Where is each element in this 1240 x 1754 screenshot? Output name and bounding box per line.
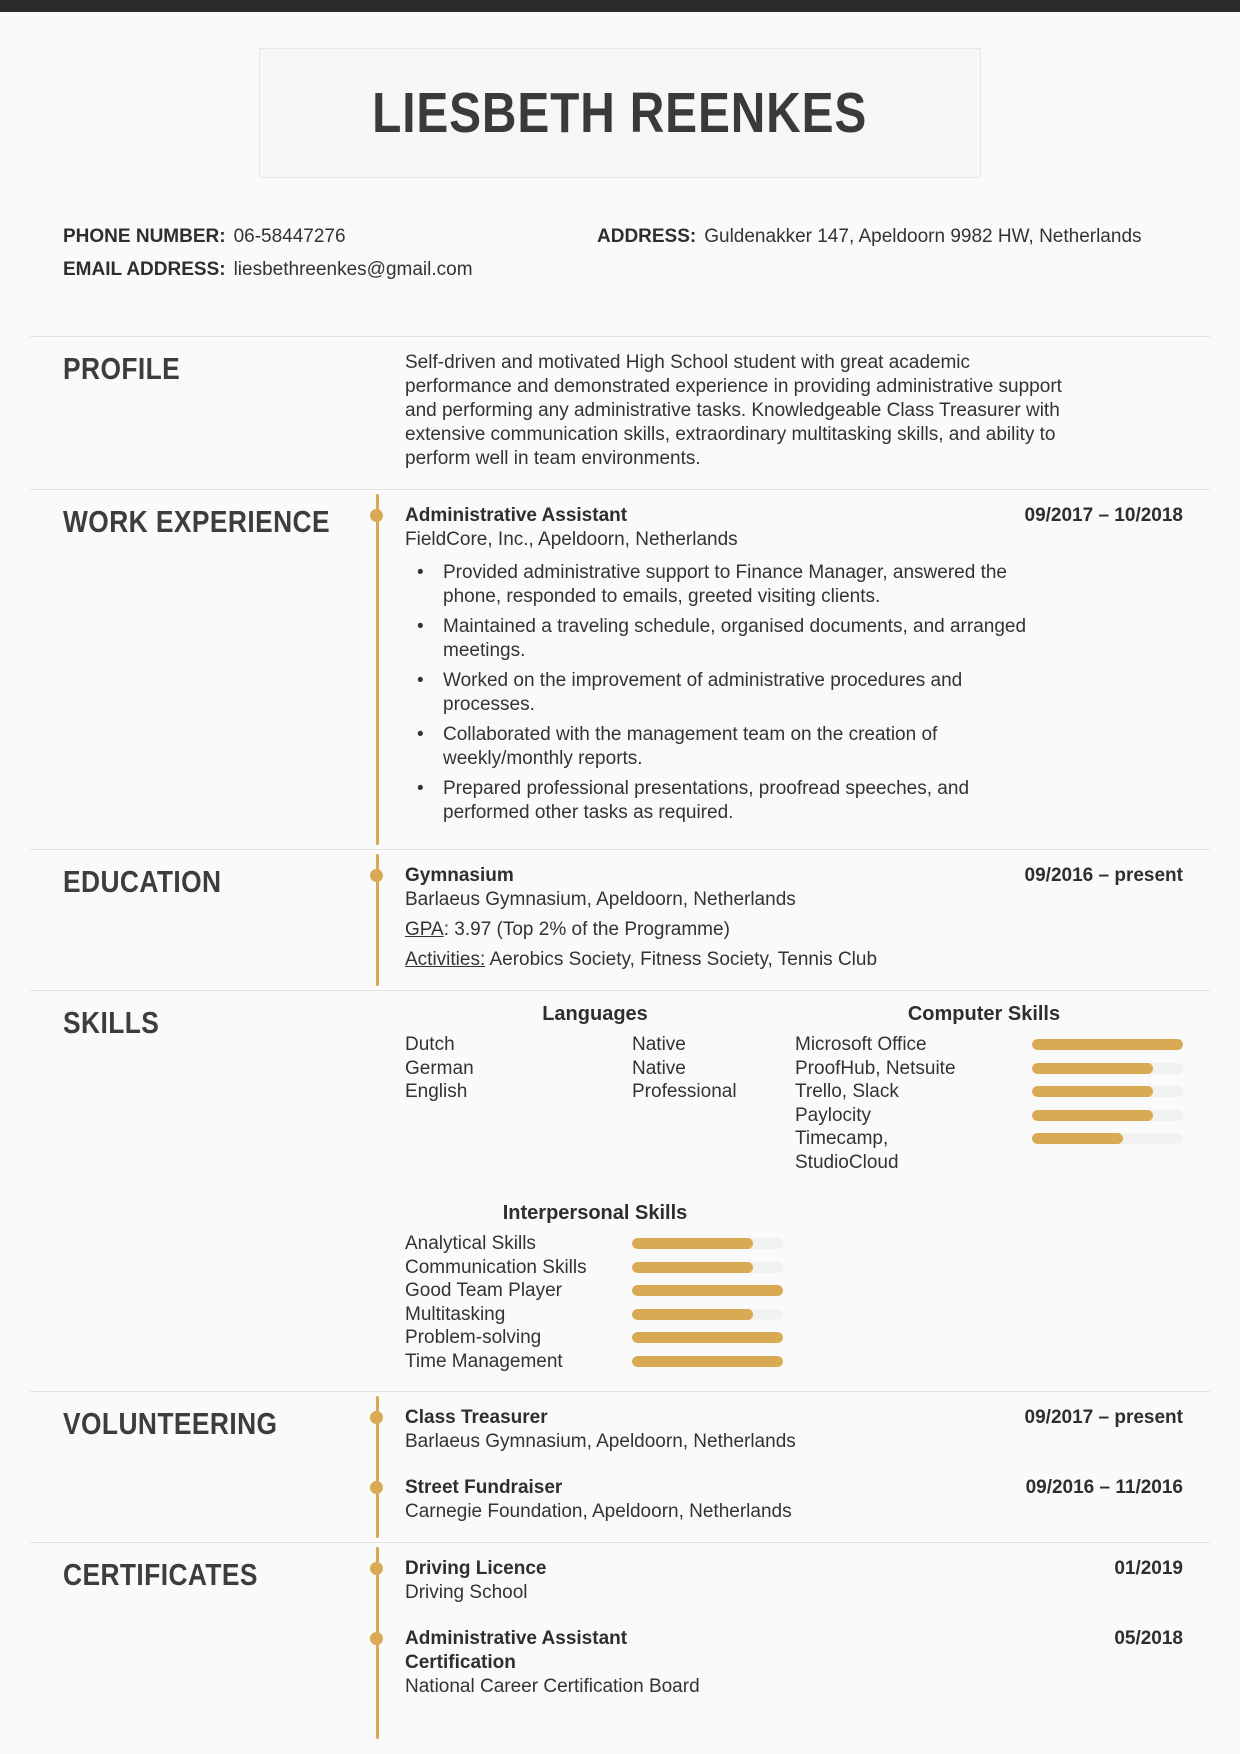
skill-row [785, 1127, 1183, 1174]
skill-bar-fill [1032, 1086, 1153, 1097]
skill-bar-fill [1032, 1039, 1183, 1050]
skill-label: Problem-solving [405, 1327, 542, 1348]
address-value: Guldenakker 147, Apeldoorn 9982 HW, Netherlands [704, 226, 1142, 247]
skill-bar-track [632, 1285, 783, 1296]
contact-left-column [30, 226, 597, 292]
skill-bar-track [632, 1309, 783, 1320]
skill-bar-fill [632, 1238, 753, 1249]
computer-skills-heading: Computer Skills [907, 1003, 1061, 1025]
language-row [405, 1057, 785, 1081]
skill-bar-fill [1032, 1133, 1123, 1144]
certificate-dates: 01/2019 [1114, 1558, 1183, 1579]
skill-bar-track [1032, 1110, 1183, 1121]
language-row [405, 1033, 785, 1057]
volunteer-organization: Carnegie Foundation, Apeldoorn, Netherlands [405, 1501, 792, 1522]
interpersonal-skills-heading: Interpersonal Skills [502, 1202, 688, 1224]
work-experience-heading: WORK EXPERIENCE [63, 504, 330, 539]
language-level: Professional [632, 1081, 737, 1102]
education-entry [405, 864, 1183, 972]
skill-row [405, 1256, 785, 1280]
skill-bar-track [1032, 1133, 1183, 1144]
job-title: Administrative Assistant [405, 505, 628, 526]
candidate-name: LIESBETH REENKES [372, 81, 868, 145]
education-heading: EDUCATION [63, 864, 222, 899]
volunteer-dates: 09/2016 – 11/2016 [1025, 1477, 1183, 1498]
skill-row [405, 1232, 785, 1256]
skills-heading: SKILLS [63, 1005, 160, 1040]
job-dates: 09/2017 – 10/2018 [1024, 505, 1183, 526]
activities-label: Activities: [405, 949, 486, 970]
volunteering-entry [405, 1476, 1183, 1524]
skills-section [30, 990, 1210, 1391]
skill-row [405, 1326, 785, 1350]
skill-label: Multitasking [405, 1303, 506, 1325]
school-dates: 09/2016 – present [1024, 865, 1183, 886]
timeline-dot [370, 1411, 383, 1424]
work-experience-section [30, 489, 1210, 849]
gpa-line [405, 918, 1183, 942]
certificate-entry [405, 1627, 1183, 1699]
language-name: German [405, 1057, 474, 1079]
interpersonal-skills-block [405, 1200, 785, 1373]
contact-right-column [597, 226, 1157, 292]
activities-value: Aerobics Society, Fitness Society, Tennis Club [485, 949, 878, 970]
language-name: English [405, 1081, 468, 1102]
skill-bar-track [1032, 1039, 1183, 1050]
volunteering-entry [405, 1406, 1183, 1454]
timeline-dot [370, 1632, 383, 1645]
skill-row [785, 1080, 1183, 1104]
skill-row [405, 1279, 785, 1303]
email-value: liesbethreenkes@gmail.com [233, 259, 473, 280]
computer-skills-block [785, 1001, 1183, 1174]
job-bullet: • Prepared professional presentations, proofread speeches, and performed other tasks as required. [405, 777, 1055, 825]
volunteering-heading: VOLUNTEERING [63, 1406, 278, 1441]
certificate-organization: Driving School [405, 1582, 528, 1603]
languages-block [405, 1001, 785, 1174]
skill-label: Time Management [405, 1350, 563, 1372]
timeline-dot [370, 1562, 383, 1575]
certificate-entry [405, 1557, 1183, 1605]
skill-label: Communication Skills [405, 1256, 587, 1278]
certificate-title: Driving Licence [405, 1558, 547, 1579]
skill-bar-fill [1032, 1110, 1153, 1121]
contact-section [30, 226, 1210, 336]
skill-label: Trello, Slack [795, 1081, 899, 1102]
profile-text: Self-driven and motivated High School student with great academic performance and demonstrated experience in providing administrative support and performing any administrative tasks. Knowledgeable Class Treasurer with extensive communication skills, extraordinary multitasking skills, and ability to perform well in team environments. [405, 352, 1062, 469]
skill-bar-fill [632, 1332, 783, 1343]
skill-label: Paylocity [795, 1104, 872, 1126]
email-label: EMAIL ADDRESS: [63, 259, 226, 280]
job-bullet: • Maintained a traveling schedule, organised documents, and arranged meetings. [405, 615, 1055, 663]
activities-line [405, 948, 1183, 972]
job-organization: FieldCore, Inc., Apeldoorn, Netherlands [405, 529, 738, 550]
address-label: ADDRESS: [597, 226, 697, 247]
timeline-dot [370, 869, 383, 882]
skill-row [785, 1104, 1183, 1128]
language-level: Native [632, 1057, 686, 1079]
skill-row [405, 1303, 785, 1327]
volunteering-section [30, 1391, 1210, 1542]
skill-bar-track [632, 1356, 783, 1367]
phone-value: 06-58447276 [233, 226, 346, 247]
name-box [259, 48, 981, 178]
certificate-organization: National Career Certification Board [405, 1676, 700, 1697]
certificates-section [30, 1542, 1210, 1743]
skill-row [785, 1033, 1183, 1057]
school-title: Gymnasium [405, 865, 514, 886]
volunteer-title: Street Fundraiser [405, 1477, 563, 1498]
gpa-value: : 3.97 (Top 2% of the Programme) [443, 919, 730, 940]
skill-row [405, 1350, 785, 1374]
gpa-label: GPA [405, 919, 444, 940]
language-name: Dutch [405, 1034, 455, 1055]
work-entry [405, 504, 1183, 825]
profile-heading: PROFILE [63, 351, 181, 386]
languages-heading: Languages [542, 1003, 648, 1025]
address-row [597, 226, 1157, 248]
volunteer-title: Class Treasurer [405, 1407, 548, 1428]
skill-bar-fill [632, 1356, 783, 1367]
phone-row [63, 226, 597, 248]
certificates-heading: CERTIFICATES [63, 1557, 258, 1592]
phone-label: PHONE NUMBER: [63, 226, 226, 247]
email-row [63, 259, 597, 281]
profile-section [30, 336, 1210, 489]
school-organization: Barlaeus Gymnasium, Apeldoorn, Netherlands [405, 889, 796, 910]
top-accent-bar [0, 0, 1240, 12]
volunteer-dates: 09/2017 – present [1024, 1407, 1183, 1428]
volunteer-organization: Barlaeus Gymnasium, Apeldoorn, Netherlands [405, 1431, 796, 1452]
timeline-dot [370, 1481, 383, 1494]
skill-bar-track [1032, 1086, 1183, 1097]
skill-bar-fill [632, 1285, 783, 1296]
skill-bar-track [632, 1238, 783, 1249]
skill-row [785, 1057, 1183, 1081]
skill-label: Microsoft Office [795, 1034, 927, 1055]
job-bullet-list [405, 561, 1055, 825]
education-section [30, 849, 1210, 990]
skill-bar-fill [1032, 1063, 1153, 1074]
skill-bar-fill [632, 1262, 753, 1273]
job-bullet: • Collaborated with the management team on the creation of weekly/monthly reports. [405, 723, 1055, 771]
skill-bar-fill [632, 1309, 753, 1320]
skill-bar-track [632, 1262, 783, 1273]
timeline-line [376, 494, 379, 845]
certificate-dates: 05/2018 [1114, 1628, 1183, 1649]
job-bullet: • Provided administrative support to Finance Manager, answered the phone, responded to emails, greeted visiting clients. [405, 561, 1055, 609]
skill-label: ProofHub, Netsuite [795, 1057, 956, 1079]
skill-label: Good Team Player [405, 1280, 563, 1301]
language-level: Native [632, 1034, 686, 1055]
resume-body [30, 336, 1210, 1743]
language-row [405, 1080, 785, 1104]
job-bullet: • Worked on the improvement of administrative procedures and processes. [405, 669, 1055, 717]
skill-bar-track [632, 1332, 783, 1343]
timeline-dot [370, 509, 383, 522]
skill-label: Analytical Skills [405, 1233, 536, 1254]
skill-bar-track [1032, 1063, 1183, 1074]
certificate-title: Administrative Assistant Certification [405, 1628, 628, 1673]
skill-label: Timecamp, StudioCloud [795, 1128, 899, 1173]
